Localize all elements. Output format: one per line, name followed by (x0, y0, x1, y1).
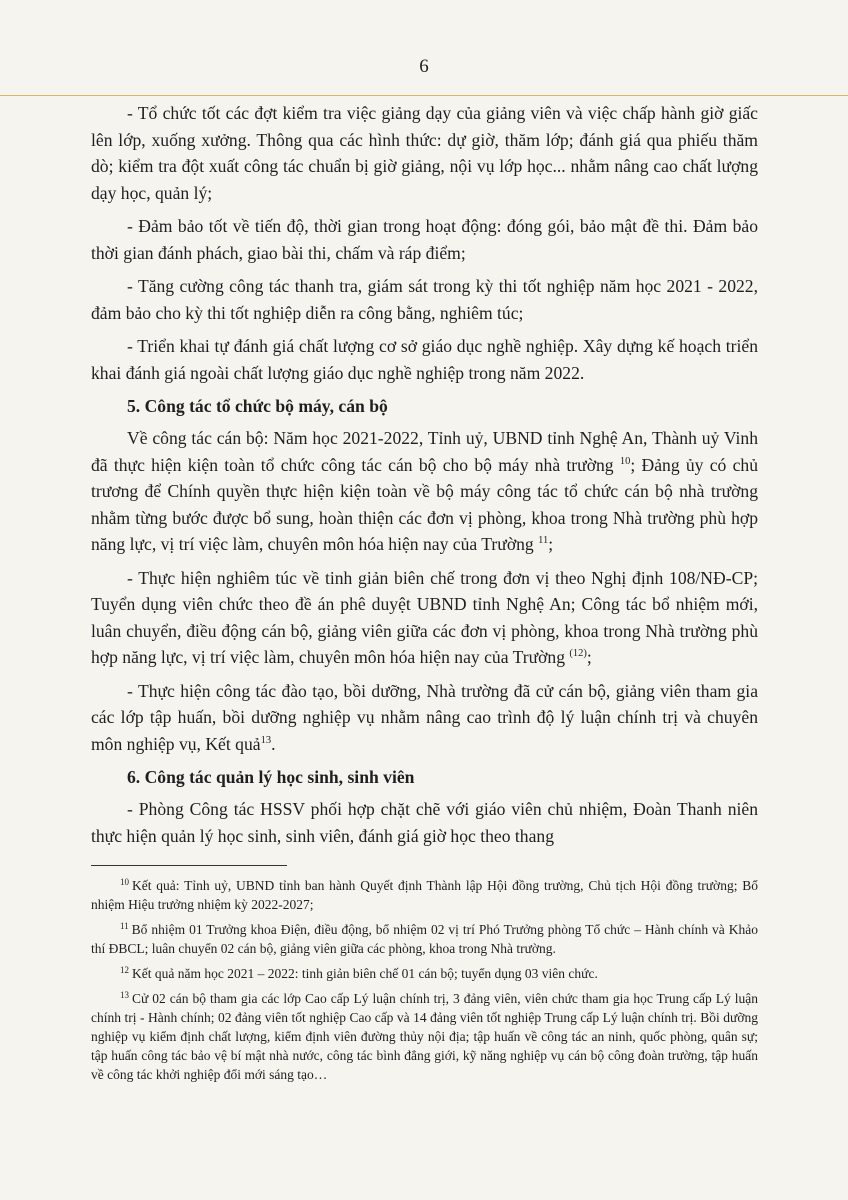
paragraph (91, 678, 758, 758)
paragraph: - Đảm bảo tốt về tiến độ, thời gian trong hoạt động: đóng gói, bảo mật đề thi. Đảm bảo thời gian đánh phách, giao bài thi, chấm và ráp điểm; (91, 216, 758, 263)
footnote-text: Cử 02 cán bộ tham gia các lớp Cao cấp Lý luận chính trị, 3 đảng viên, viên chức tham gia học Trung cấp Lý luận chính trị - Hành chính; 02 đảng viên tốt nghiệp Cao cấp và 14 đảng viên tốt nghiệp Trung cấp Lý luận chính trị. Bồi dưỡng nghiệp vụ kiểm định chất lượng, kiểm định viên đường thủy nội địa; tập huấn về công tác an ninh, quốc phòng, quân sự; tập huấn công tác bảo vệ bí mật nhà nước, công tác bình đẳng giới, kỹ năng nghiệp vụ cán bộ công đoàn trường, tập huấn về công tác khởi nghiệp đổi mới sáng tạo… (91, 991, 758, 1082)
footnote-text: Kết quả năm học 2021 – 2022: tinh giản biên chế 01 cán bộ; tuyển dụng 03 viên chức. (132, 966, 598, 981)
text-run: ; (586, 647, 592, 667)
footnote-number: 11 (120, 920, 129, 931)
header-rule (0, 95, 848, 96)
text-run: Về công tác cán bộ: Năm học 2021-2022, Tỉnh uỷ, UBND tỉnh Nghệ An, Thành uỷ Vinh đã thực hiện kiện toàn tổ chức công tác cán bộ cho bộ máy nhà trường (91, 428, 758, 475)
paragraph: - Phòng Công tác HSSV phối hợp chặt chẽ với giáo viên chủ nhiệm, Đoàn Thanh niên thực hiện quản lý học sinh, sinh viên, đánh giá giờ học theo thang (91, 799, 758, 846)
footnote-separator (91, 865, 287, 866)
text-run: - Thực hiện công tác đào tạo, bồi dưỡng, Nhà trường đã cử cán bộ, giảng viên tham gia các lớp tập huấn, bồi dưỡng nghiệp vụ nhằm nâng cao trình độ lý luận chính trị và chuyên môn nghiệp vụ, Kết quả (91, 680, 758, 754)
footnote-text: Kết quả: Tỉnh uỷ, UBND tỉnh ban hành Quyết định Thành lập Hội đồng trường, Chủ tịch Hội đồng trường; Bổ nhiệm Hiệu trưởng nhiệm kỳ 2022-2027; (91, 878, 758, 912)
footnote-number: 12 (120, 964, 129, 975)
section-heading-6: 6. Công tác quản lý học sinh, sinh viên (127, 767, 415, 787)
footnote-text: Bổ nhiệm 01 Trưởng khoa Điện, điều động, bổ nhiệm 02 vị trí Phó Trưởng phòng Tổ chức – Hành chính và Khảo thí ĐBCL; luân chuyển 02 cán bộ, giảng viên giữa các phòng, khoa trong Nhà trường. (91, 922, 758, 956)
paragraph: - Tăng cường công tác thanh tra, giám sát trong kỳ thi tốt nghiệp năm học 2021 - 2022, đảm bảo cho kỳ thi tốt nghiệp diễn ra công bằng, nghiêm túc; (91, 276, 758, 323)
footnote-ref: 10 (619, 455, 631, 467)
text-run: - Thực hiện nghiêm túc về tinh giản biên chế trong đơn vị theo Nghị định 108/NĐ-CP; Tuyển dụng viên chức theo đề án phê duyệt UBND tỉnh Nghệ An; Công tác bổ nhiệm mới, luân chuyển, điều động cán bộ, giảng viên giữa các đơn vị phòng, khoa trong Nhà trường phù hợp năng lực, vị trí việc làm, chuyên môn hóa hiện nay của Trường (91, 567, 758, 667)
paragraph: - Tổ chức tốt các đợt kiểm tra việc giảng dạy của giảng viên và việc chấp hành giờ giấc lên lớp, xuống xưởng. Thông qua các hình thức: dự giờ, thăm lớp; đánh giá qua phiếu thăm dò; kiểm tra đột xuất công tác chuẩn bị giờ giảng, nội vụ lớp học... nhằm nâng cao chất lượng dạy học, quản lý; (91, 103, 758, 203)
footnote-ref: 13 (260, 734, 272, 746)
text-run: ; Đảng ủy có chủ trương để Chính quyền thực hiện kiện toàn về bộ máy công tác tổ chức cán bộ nhà trường nhằm từng bước được bổ sung, hoàn thiện các đơn vị phòng, khoa trong Nhà trường phù hợp năng lực, vị trí việc làm, chuyên môn hóa hiện nay của Trường (91, 454, 758, 554)
footnote (91, 964, 758, 983)
text-run: . (271, 733, 276, 754)
section-heading-5: 5. Công tác tổ chức bộ máy, cán bộ (127, 396, 388, 416)
page-number: 6 (419, 56, 429, 77)
footnote (91, 920, 758, 958)
footnote-number: 10 (120, 876, 129, 887)
document-body (91, 100, 758, 856)
text-run: ; (548, 534, 554, 554)
paragraph (91, 565, 758, 671)
footnote-number: 13 (120, 989, 129, 1000)
footnote (91, 989, 758, 1084)
footnotes (91, 876, 758, 1090)
paragraph: - Triển khai tự đánh giá chất lượng cơ sở giáo dục nghề nghiệp. Xây dựng kế hoạch triển khai đánh giá ngoài chất lượng giáo dục nghề nghiệp trong năm 2022. (91, 336, 758, 383)
footnote-ref: 11 (538, 535, 549, 547)
paragraph (91, 425, 758, 558)
footnote-ref: (12) (569, 648, 587, 660)
footnote (91, 876, 758, 914)
